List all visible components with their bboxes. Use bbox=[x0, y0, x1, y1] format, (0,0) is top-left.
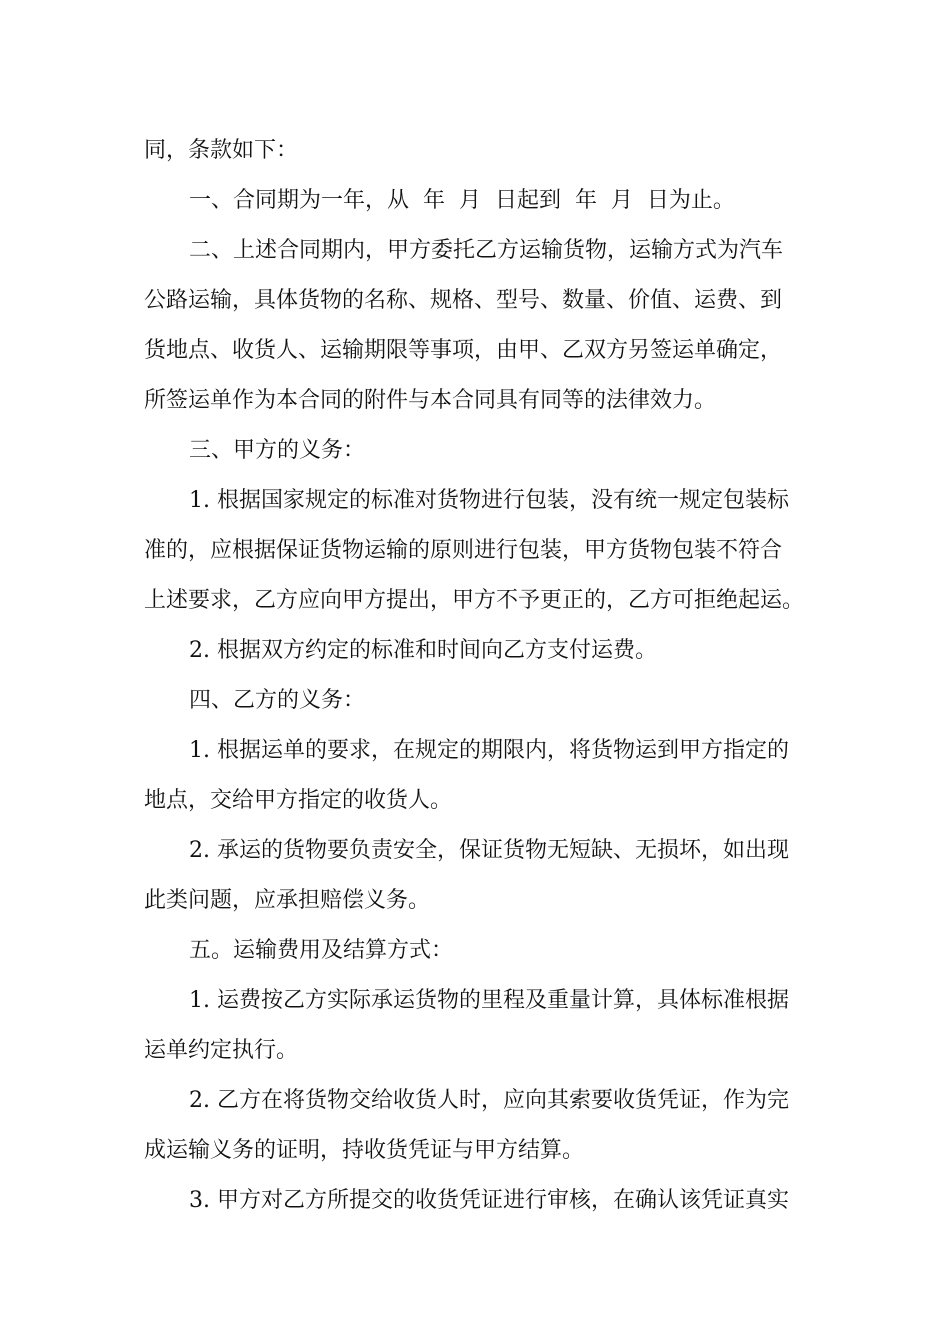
line-text: 2. 承运的货物要负责安全，保证货物无短缺、无损坏，如出现 bbox=[189, 838, 789, 863]
text-line bbox=[0, 531, 950, 571]
line-text: 1. 根据国家规定的标准对货物进行包装，没有统一规定包装标 bbox=[189, 488, 789, 513]
text-line bbox=[0, 631, 950, 671]
line-text: 准的，应根据保证货物运输的原则进行包装，甲方货物包装不符合 bbox=[144, 538, 783, 563]
text-line bbox=[0, 931, 950, 971]
line-text: 运单约定执行。 bbox=[144, 1038, 299, 1063]
line-text: 公路运输，具体货物的名称、规格、型号、数量、价值、运费、到 bbox=[144, 288, 783, 313]
line-text: 同，条款如下： bbox=[144, 138, 299, 163]
text-line bbox=[0, 181, 950, 221]
line-text: 1. 运费按乙方实际承运货物的里程及重量计算，具体标准根据 bbox=[189, 988, 789, 1013]
text-line bbox=[0, 831, 950, 871]
line-text: 货地点、收货人、运输期限等事项，由甲、乙双方另签运单确定， bbox=[144, 338, 783, 363]
text-line bbox=[0, 981, 950, 1021]
line-text: 此类问题，应承担赔偿义务。 bbox=[144, 888, 431, 913]
text-line bbox=[0, 1131, 950, 1171]
line-text: 2. 根据双方约定的标准和时间向乙方支付运费。 bbox=[189, 638, 657, 663]
text-line bbox=[0, 231, 950, 271]
line-text: 3. 甲方对乙方所提交的收货凭证进行审核，在确认该凭证真实 bbox=[189, 1188, 789, 1213]
line-text: 成运输义务的证明，持收货凭证与甲方结算。 bbox=[144, 1138, 585, 1163]
line-text: 上述要求，乙方应向甲方提出，甲方不予更正的，乙方可拒绝起运。 bbox=[144, 588, 805, 613]
text-line bbox=[0, 881, 950, 921]
text-line bbox=[0, 331, 950, 371]
text-line bbox=[0, 281, 950, 321]
text-line bbox=[0, 1031, 950, 1071]
line-text: 四、乙方的义务： bbox=[189, 688, 366, 713]
text-line bbox=[0, 431, 950, 471]
text-line bbox=[0, 731, 950, 771]
line-text: 1. 根据运单的要求，在规定的期限内，将货物运到甲方指定的 bbox=[189, 738, 789, 763]
text-line bbox=[0, 381, 950, 421]
text-line bbox=[0, 131, 950, 171]
line-text: 三、甲方的义务： bbox=[189, 438, 366, 463]
line-text: 二、上述合同期内，甲方委托乙方运输货物，运输方式为汽车 bbox=[189, 238, 784, 263]
line-text: 所签运单作为本合同的附件与本合同具有同等的法律效力。 bbox=[144, 388, 717, 413]
text-line bbox=[0, 1181, 950, 1221]
line-text: 2. 乙方在将货物交给收货人时，应向其索要收货凭证，作为完 bbox=[189, 1088, 789, 1113]
line-text: 一、合同期为一年，从 年 月 日起到 年 月 日为止。 bbox=[189, 188, 735, 213]
text-line bbox=[0, 1081, 950, 1121]
text-line bbox=[0, 481, 950, 521]
text-line bbox=[0, 781, 950, 821]
text-line bbox=[0, 681, 950, 721]
line-text: 地点，交给甲方指定的收货人。 bbox=[144, 788, 453, 813]
line-text: 五。运输费用及结算方式： bbox=[189, 938, 454, 963]
text-line bbox=[0, 581, 950, 621]
